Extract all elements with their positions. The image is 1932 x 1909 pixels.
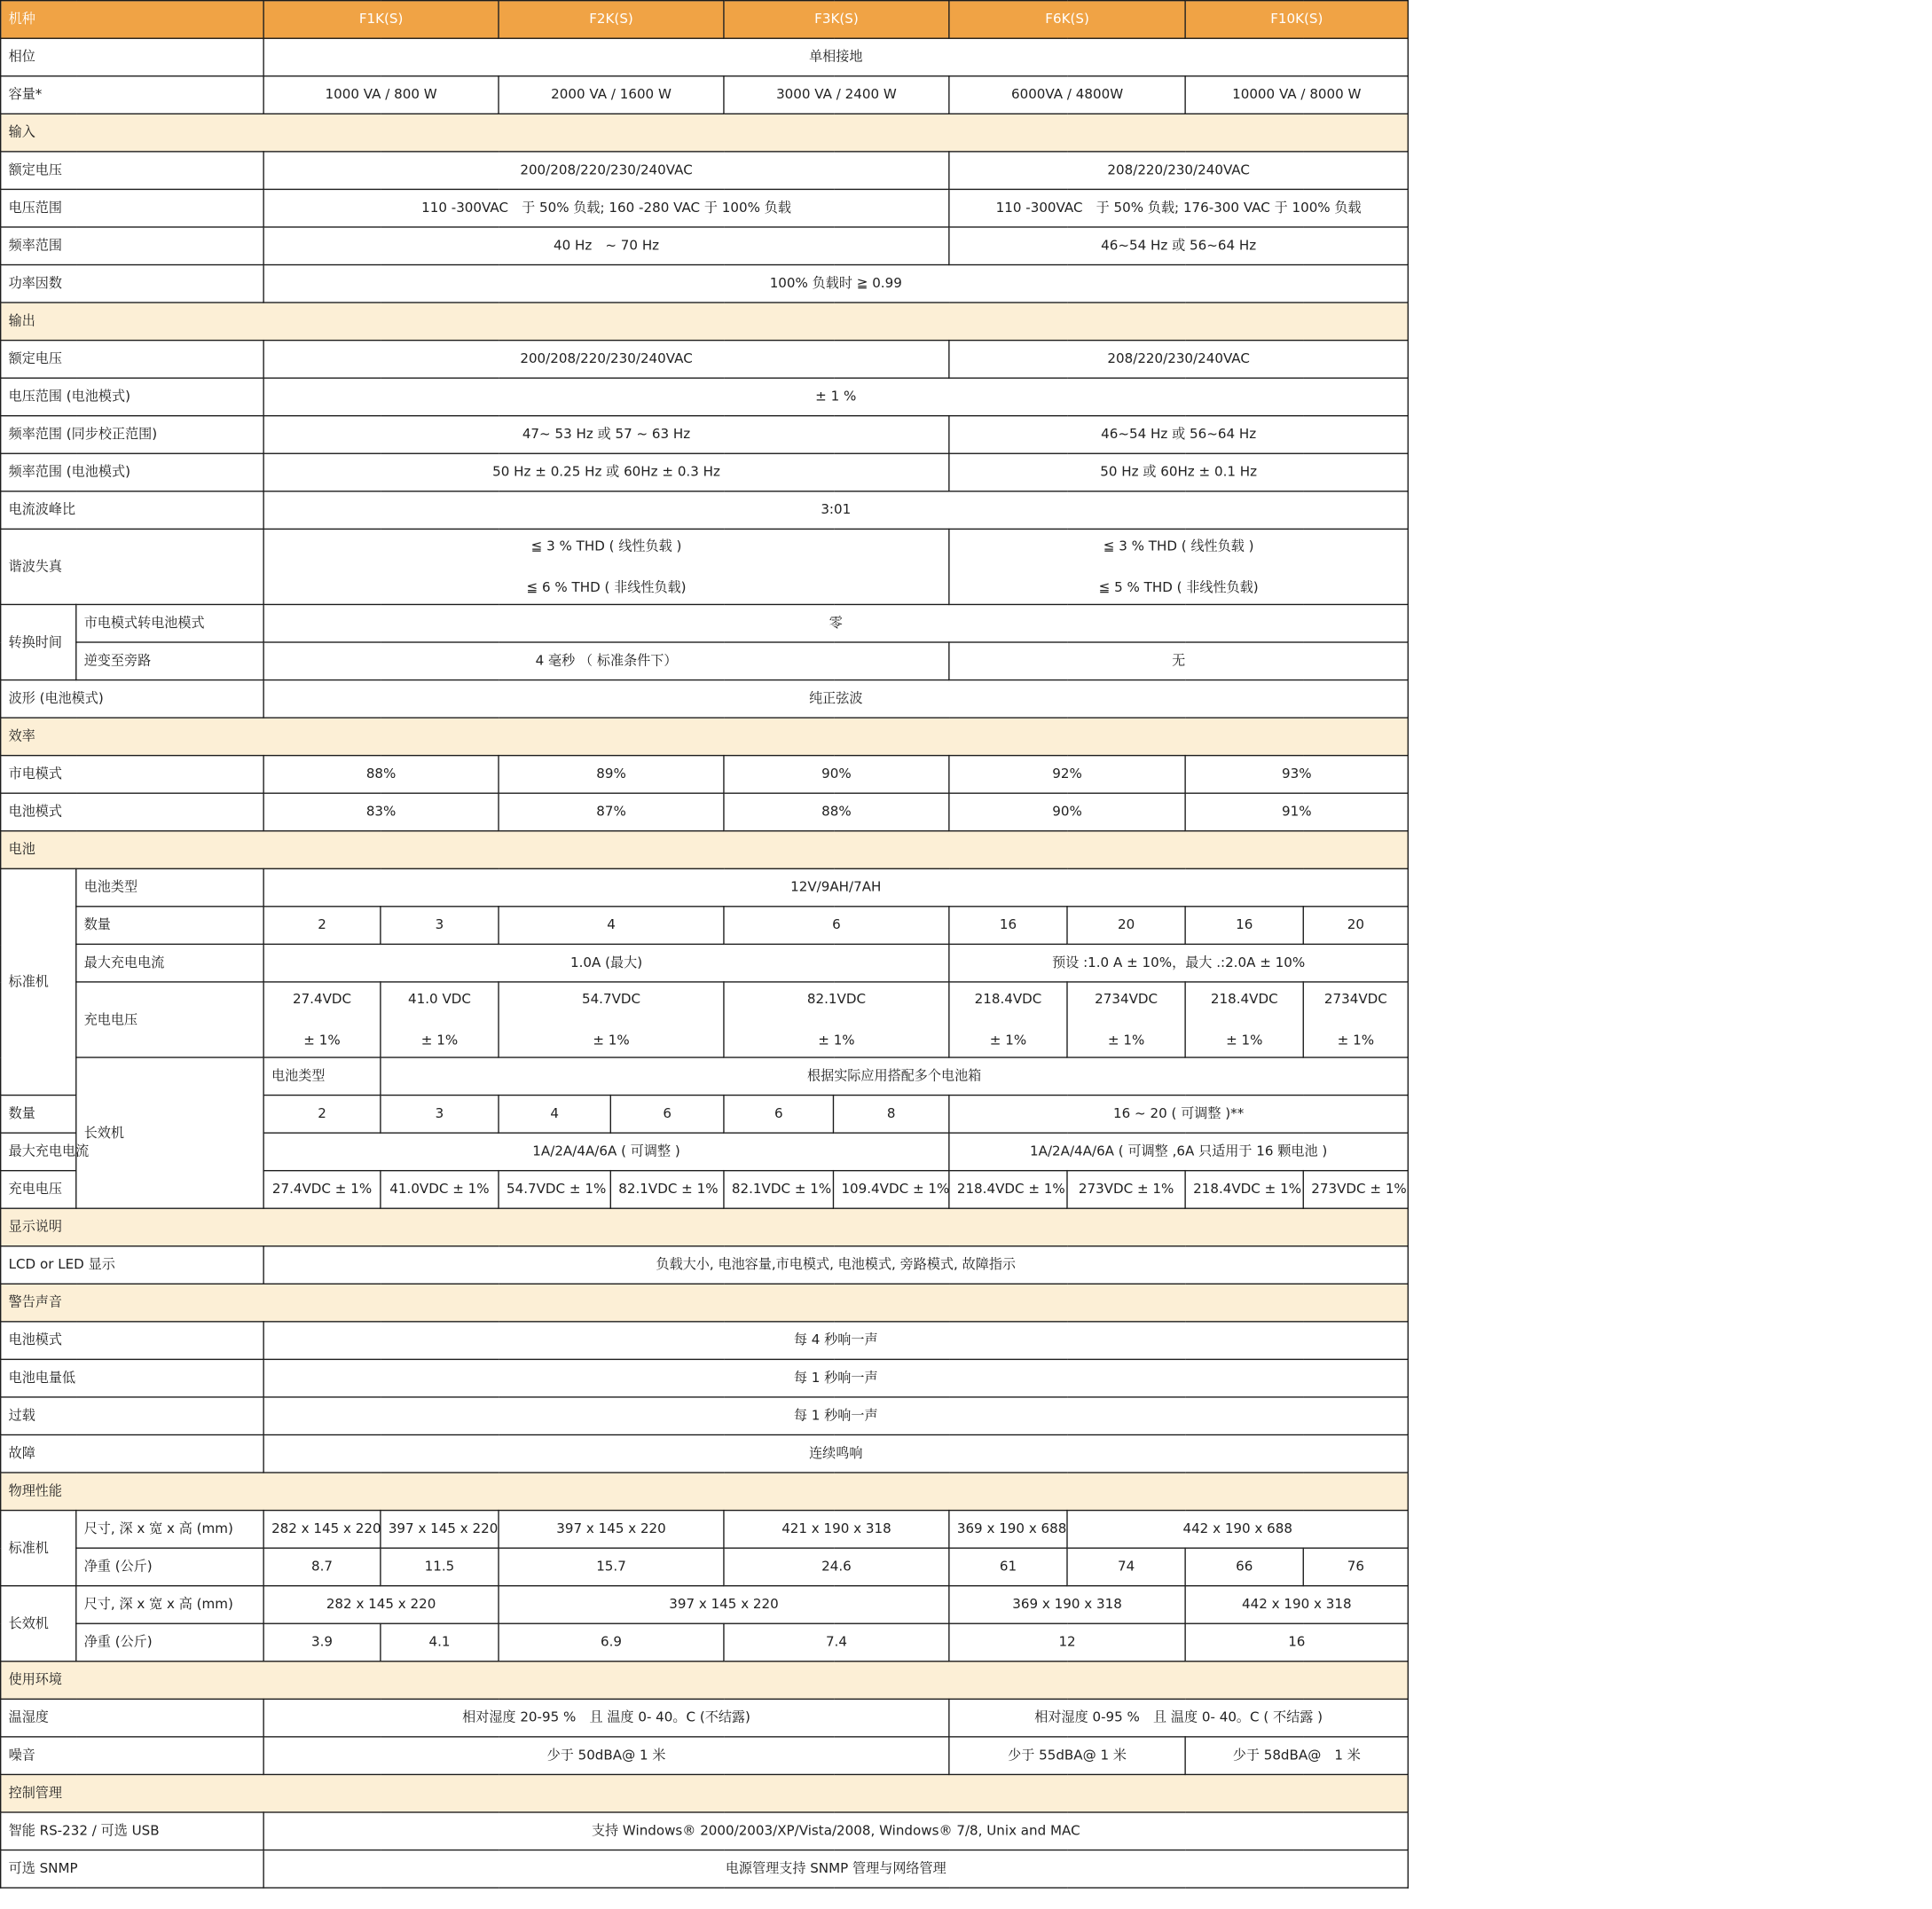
cell-value: 442 x 190 x 688 xyxy=(1067,1511,1408,1549)
cell-value: 预设 :1.0 A ± 10%，最大 .:2.0A ± 10% xyxy=(949,944,1408,982)
cell-value: 83% xyxy=(263,793,499,831)
cell-value: 273VDC ± 1% xyxy=(1067,1171,1185,1209)
cell-value: 41.0 VDC xyxy=(408,990,471,1007)
sub-label: 电池类型 xyxy=(263,1057,381,1096)
sub-label: 数量 xyxy=(1,1096,76,1134)
output-thd-row xyxy=(1,529,1409,604)
alarm-battery-mode-row xyxy=(1,1322,1409,1360)
cell-value: 15.7 xyxy=(499,1548,724,1586)
model-f6k: F6K(S) xyxy=(949,1,1185,39)
capacity-value: 2000 VA / 1600 W xyxy=(499,76,724,114)
cell-value: 连续鸣响 xyxy=(263,1434,1408,1473)
charge-cell xyxy=(949,982,1067,1057)
output-transfer-row-1 xyxy=(1,604,1409,642)
cell-value: 369 x 190 x 688 xyxy=(949,1511,1067,1549)
cell-value: 74 xyxy=(1067,1548,1185,1586)
battery-long-type-row xyxy=(1,1057,1409,1096)
cell-value: 282 x 145 x 220 xyxy=(263,1586,499,1624)
cell-value: 根据实际应用搭配多个电池箱 xyxy=(381,1057,1408,1096)
cell-value: 100% 负载时 ≧ 0.99 xyxy=(263,265,1408,303)
cell-value: 66 xyxy=(1185,1548,1303,1586)
cell-value: 3 xyxy=(381,1096,499,1134)
cell-value: 12 xyxy=(949,1623,1185,1662)
cell-value: 50 Hz ± 0.25 Hz 或 60Hz ± 0.3 Hz xyxy=(263,453,949,491)
cell-value: ± 1 % xyxy=(263,378,1408,416)
section-input xyxy=(1,114,1409,152)
cell-value: 6 xyxy=(724,907,949,945)
cell-value: 282 x 145 x 220 xyxy=(263,1511,381,1549)
cell-value: 相对湿度 0-95 % 且 温度 0- 40。C ( 不结露 ) xyxy=(949,1699,1408,1737)
section-efficiency xyxy=(1,718,1409,756)
cell-value: 7.4 xyxy=(724,1623,949,1662)
cell-value: 1.0A (最大) xyxy=(263,944,949,982)
cell-value: 每 1 秒响一声 xyxy=(263,1359,1408,1397)
cell-value: 397 x 145 x 220 xyxy=(381,1511,499,1549)
model-f10k: F10K(S) xyxy=(1185,1,1408,39)
cell-value: ≦ 5 % THD ( 非线性负载) xyxy=(1098,579,1259,596)
cell-value: 少于 55dBA@ 1 米 xyxy=(949,1737,1185,1775)
cell-value: 纯正弦波 xyxy=(263,680,1408,719)
thd-high-cell xyxy=(949,529,1408,604)
output-freq-sync-row xyxy=(1,416,1409,454)
cell-value: ≦ 3 % THD ( 线性负载 ) xyxy=(1103,537,1254,554)
cell-tolerance: ± 1% xyxy=(420,1033,459,1049)
model-f3k: F3K(S) xyxy=(724,1,949,39)
row-label: 电压范围 (电池模式) xyxy=(1,378,263,416)
row-label: 额定电压 xyxy=(1,341,263,379)
cell-value: 零 xyxy=(263,604,1408,642)
group-label: 长效机 xyxy=(76,1057,263,1208)
input-voltage-range-row xyxy=(1,189,1409,227)
cell-value: 支持 Windows® 2000/2003/XP/Vista/2008, Windows® 7/8, Unix and MAC xyxy=(263,1812,1408,1850)
cell-value: 90% xyxy=(949,793,1185,831)
cell-value: 6.9 xyxy=(499,1623,724,1662)
cell-value: 76 xyxy=(1303,1548,1408,1586)
header-label: 机种 xyxy=(1,1,263,39)
row-label: 频率范围 xyxy=(1,227,263,265)
cell-value: 88% xyxy=(724,793,949,831)
cell-value: 4 xyxy=(499,1096,610,1134)
cell-value: 6 xyxy=(610,1096,724,1134)
cell-value: 4 毫秒 （ 标准条件下） xyxy=(263,642,949,680)
section-title: 输出 xyxy=(1,302,1409,341)
row-label: 市电模式 xyxy=(1,756,263,794)
cell-value: 273VDC ± 1% xyxy=(1303,1171,1408,1209)
cell-value: 8.7 xyxy=(263,1548,381,1586)
row-label: 电压范围 xyxy=(1,189,263,227)
output-transfer-row-2 xyxy=(1,642,1409,680)
cell-value: 87% xyxy=(499,793,724,831)
battery-std-current-row xyxy=(1,944,1409,982)
cell-value: 16 xyxy=(1185,1623,1408,1662)
cell-value: 20 xyxy=(1067,907,1185,945)
cell-value: 27.4VDC xyxy=(292,990,352,1007)
cell-value: 无 xyxy=(949,642,1408,680)
cell-value: 3 xyxy=(381,907,499,945)
capacity-value: 6000VA / 4800W xyxy=(949,76,1185,114)
row-label: 电池模式 xyxy=(1,793,263,831)
sub-label: 最大充电电流 xyxy=(76,944,263,982)
model-f2k: F2K(S) xyxy=(499,1,724,39)
cell-value: 40 Hz ~ 70 Hz xyxy=(263,227,949,265)
cell-value: 92% xyxy=(949,756,1185,794)
cell-tolerance: ± 1% xyxy=(1107,1033,1145,1049)
cell-value: 218.4VDC ± 1% xyxy=(1185,1171,1303,1209)
cell-value: 12V/9AH/7AH xyxy=(263,868,1408,907)
cell-value: 442 x 190 x 318 xyxy=(1185,1586,1408,1624)
efficiency-line-row xyxy=(1,756,1409,794)
cell-value: 91% xyxy=(1185,793,1408,831)
cell-value: 90% xyxy=(724,756,949,794)
group-label: 标准机 xyxy=(1,868,76,1095)
sub-label: 尺寸, 深 x 宽 x 高 (mm) xyxy=(76,1511,263,1549)
cell-value: 200/208/220/230/240VAC xyxy=(263,341,949,379)
alarm-fault-row xyxy=(1,1434,1409,1473)
input-power-factor-row xyxy=(1,265,1409,303)
thd-low-cell xyxy=(263,529,949,604)
cell-value: 54.7VDC ± 1% xyxy=(499,1171,610,1209)
cell-value: 20 xyxy=(1303,907,1408,945)
battery-std-type-row xyxy=(1,868,1409,907)
sub-label: 净重 (公斤) xyxy=(76,1623,263,1662)
capacity-value: 1000 VA / 800 W xyxy=(263,76,499,114)
cell-value: 397 x 145 x 220 xyxy=(499,1511,724,1549)
alarm-low-battery-row xyxy=(1,1359,1409,1397)
cell-value: 46~54 Hz 或 56~64 Hz xyxy=(949,227,1408,265)
cell-tolerance: ± 1% xyxy=(989,1033,1027,1049)
physical-std-dim-row xyxy=(1,1511,1409,1549)
cell-value: 3.9 xyxy=(263,1623,381,1662)
cell-value: 每 4 秒响一声 xyxy=(263,1322,1408,1360)
cell-value: 218.4VDC ± 1% xyxy=(949,1171,1067,1209)
section-title: 使用环境 xyxy=(1,1662,1409,1700)
charge-cell xyxy=(1067,982,1185,1057)
cell-value: 2 xyxy=(263,907,381,945)
row-label: 电池模式 xyxy=(1,1322,263,1360)
output-freq-batt-row xyxy=(1,453,1409,491)
cell-value: 41.0VDC ± 1% xyxy=(381,1171,499,1209)
section-title: 显示说明 xyxy=(1,1208,1409,1246)
cell-value: 负载大小, 电池容量,市电模式, 电池模式, 旁路模式, 故障指示 xyxy=(263,1246,1408,1284)
cell-value: 16 ~ 20 ( 可调整 )** xyxy=(949,1096,1408,1134)
section-physical xyxy=(1,1473,1409,1511)
phase-label: 相位 xyxy=(1,38,263,76)
cell-value: 54.7VDC xyxy=(581,990,641,1007)
environment-noise-row xyxy=(1,1737,1409,1775)
section-display xyxy=(1,1208,1409,1246)
cell-value: 相对湿度 20-95 % 且 温度 0- 40。C (不结露) xyxy=(263,1699,949,1737)
cell-value: 218.4VDC xyxy=(974,990,1042,1007)
row-label: 可选 SNMP xyxy=(1,1850,263,1889)
charge-cell xyxy=(263,982,381,1057)
charge-cell xyxy=(724,982,949,1057)
physical-std-weight-row xyxy=(1,1548,1409,1586)
cell-value: 50 Hz 或 60Hz ± 0.1 Hz xyxy=(949,453,1408,491)
row-label: 频率范围 (电池模式) xyxy=(1,453,263,491)
control-smart-row xyxy=(1,1812,1409,1850)
cell-value: 4 xyxy=(499,907,724,945)
cell-value: 24.6 xyxy=(724,1548,949,1586)
cell-value: ≦ 6 % THD ( 非线性负载) xyxy=(526,579,687,596)
model-f1k: F1K(S) xyxy=(263,1,499,39)
battery-std-charge-row xyxy=(1,982,1409,1057)
cell-value: 16 xyxy=(1185,907,1303,945)
sub-label: 最大充电电流 xyxy=(1,1133,76,1171)
cell-value: 110 -300VAC 于 50% 负载; 176-300 VAC 于 100% 负载 xyxy=(949,189,1408,227)
sub-label: 电池类型 xyxy=(76,868,263,907)
section-environment xyxy=(1,1662,1409,1700)
section-title: 物理性能 xyxy=(1,1473,1409,1511)
charge-cell xyxy=(499,982,724,1057)
output-crest-row xyxy=(1,491,1409,530)
row-label: 频率范围 (同步校正范围) xyxy=(1,416,263,454)
cell-value: 16 xyxy=(949,907,1067,945)
cell-value: 2734VDC xyxy=(1095,990,1158,1007)
section-battery xyxy=(1,831,1409,869)
cell-value: 110 -300VAC 于 50% 负载; 160 -280 VAC 于 100% 负载 xyxy=(263,189,949,227)
cell-value: 89% xyxy=(499,756,724,794)
physical-long-dim-row xyxy=(1,1586,1409,1624)
cell-value: 47~ 53 Hz 或 57 ~ 63 Hz xyxy=(263,416,949,454)
cell-value: 208/220/230/240VAC xyxy=(949,152,1408,190)
section-title: 效率 xyxy=(1,718,1409,756)
cell-value: 369 x 190 x 318 xyxy=(949,1586,1185,1624)
capacity-value: 3000 VA / 2400 W xyxy=(724,76,949,114)
cell-value: 2 xyxy=(263,1096,381,1134)
section-title: 控制管理 xyxy=(1,1774,1409,1812)
sub-label: 数量 xyxy=(76,907,263,945)
cell-value: 27.4VDC ± 1% xyxy=(263,1171,381,1209)
cell-value: 3:01 xyxy=(263,491,1408,530)
cell-value: 4.1 xyxy=(381,1623,499,1662)
cell-tolerance: ± 1% xyxy=(818,1033,855,1049)
cell-value: ≦ 3 % THD ( 线性负载 ) xyxy=(530,537,682,554)
section-output xyxy=(1,302,1409,341)
cell-value: 421 x 190 x 318 xyxy=(724,1511,949,1549)
cell-tolerance: ± 1% xyxy=(303,1033,341,1049)
output-waveform-row xyxy=(1,680,1409,719)
section-title: 警告声音 xyxy=(1,1284,1409,1322)
sub-label: 净重 (公斤) xyxy=(76,1548,263,1586)
cell-value: 少于 58dBA@ 1 米 xyxy=(1185,1737,1408,1775)
section-title: 电池 xyxy=(1,831,1409,869)
row-label: 过载 xyxy=(1,1397,263,1435)
row-label: 温湿度 xyxy=(1,1699,263,1737)
cell-value: 少于 50dBA@ 1 米 xyxy=(263,1737,949,1775)
charge-cell xyxy=(1185,982,1303,1057)
cell-value: 109.4VDC ± 1% xyxy=(834,1171,949,1209)
capacity-label: 容量* xyxy=(1,76,263,114)
section-control xyxy=(1,1774,1409,1812)
cell-value: 82.1VDC ± 1% xyxy=(610,1171,724,1209)
row-label: 功率因数 xyxy=(1,265,263,303)
control-snmp-row xyxy=(1,1850,1409,1889)
phase-row xyxy=(1,38,1409,76)
capacity-value: 10000 VA / 8000 W xyxy=(1185,76,1408,114)
physical-long-weight-row xyxy=(1,1623,1409,1662)
input-rated-voltage-row xyxy=(1,152,1409,190)
sub-label: 市电模式转电池模式 xyxy=(76,604,263,642)
row-label: 转换时间 xyxy=(1,604,76,680)
input-freq-range-row xyxy=(1,227,1409,265)
row-label: 电流波峰比 xyxy=(1,491,263,530)
cell-value: 1A/2A/4A/6A ( 可调整 ) xyxy=(263,1133,949,1171)
efficiency-battery-row xyxy=(1,793,1409,831)
cell-value: 61 xyxy=(949,1548,1067,1586)
output-rated-voltage-row xyxy=(1,341,1409,379)
header-row xyxy=(1,1,1409,39)
display-lcd-row xyxy=(1,1246,1409,1284)
section-alarm xyxy=(1,1284,1409,1322)
environment-humidity-row xyxy=(1,1699,1409,1737)
cell-value: 82.1VDC xyxy=(806,990,867,1007)
cell-tolerance: ± 1% xyxy=(1337,1033,1375,1049)
battery-std-count-row xyxy=(1,907,1409,945)
alarm-overload-row xyxy=(1,1397,1409,1435)
cell-value: 93% xyxy=(1185,756,1408,794)
row-label: 智能 RS-232 / 可选 USB xyxy=(1,1812,263,1850)
group-label: 标准机 xyxy=(1,1511,76,1586)
capacity-row xyxy=(1,76,1409,114)
charge-cell xyxy=(1303,982,1408,1057)
sub-label: 充电电压 xyxy=(1,1171,76,1209)
cell-tolerance: ± 1% xyxy=(593,1033,630,1049)
sub-label: 尺寸, 深 x 宽 x 高 (mm) xyxy=(76,1586,263,1624)
cell-value: 397 x 145 x 220 xyxy=(499,1586,949,1624)
cell-tolerance: ± 1% xyxy=(1226,1033,1263,1049)
row-label: 谐波失真 xyxy=(1,529,263,604)
charge-cell xyxy=(381,982,499,1057)
cell-value: 2734VDC xyxy=(1323,990,1387,1007)
cell-value: 82.1VDC ± 1% xyxy=(724,1171,834,1209)
cell-value: 88% xyxy=(263,756,499,794)
cell-value: 6 xyxy=(724,1096,834,1134)
cell-value: 208/220/230/240VAC xyxy=(949,341,1408,379)
row-label: LCD or LED 显示 xyxy=(1,1246,263,1284)
row-label: 电池电量低 xyxy=(1,1359,263,1397)
cell-value: 8 xyxy=(834,1096,949,1134)
cell-value: 每 1 秒响一声 xyxy=(263,1397,1408,1435)
row-label: 噪音 xyxy=(1,1737,263,1775)
row-label: 额定电压 xyxy=(1,152,263,190)
sub-label: 充电电压 xyxy=(76,982,263,1057)
cell-value: 200/208/220/230/240VAC xyxy=(263,152,949,190)
cell-value: 电源管理支持 SNMP 管理与网络管理 xyxy=(263,1850,1408,1889)
group-label: 长效机 xyxy=(1,1586,76,1662)
cell-value: 218.4VDC xyxy=(1210,990,1278,1007)
output-voltage-reg-row xyxy=(1,378,1409,416)
sub-label: 逆变至旁路 xyxy=(76,642,263,680)
cell-value: 46~54 Hz 或 56~64 Hz xyxy=(949,416,1408,454)
phase-value: 单相接地 xyxy=(263,38,1408,76)
row-label: 故障 xyxy=(1,1434,263,1473)
section-title: 输入 xyxy=(1,114,1409,152)
row-label: 波形 (电池模式) xyxy=(1,680,263,719)
cell-value: 11.5 xyxy=(381,1548,499,1586)
cell-value: 1A/2A/4A/6A ( 可调整 ,6A 只适用于 16 颗电池 ) xyxy=(949,1133,1408,1171)
